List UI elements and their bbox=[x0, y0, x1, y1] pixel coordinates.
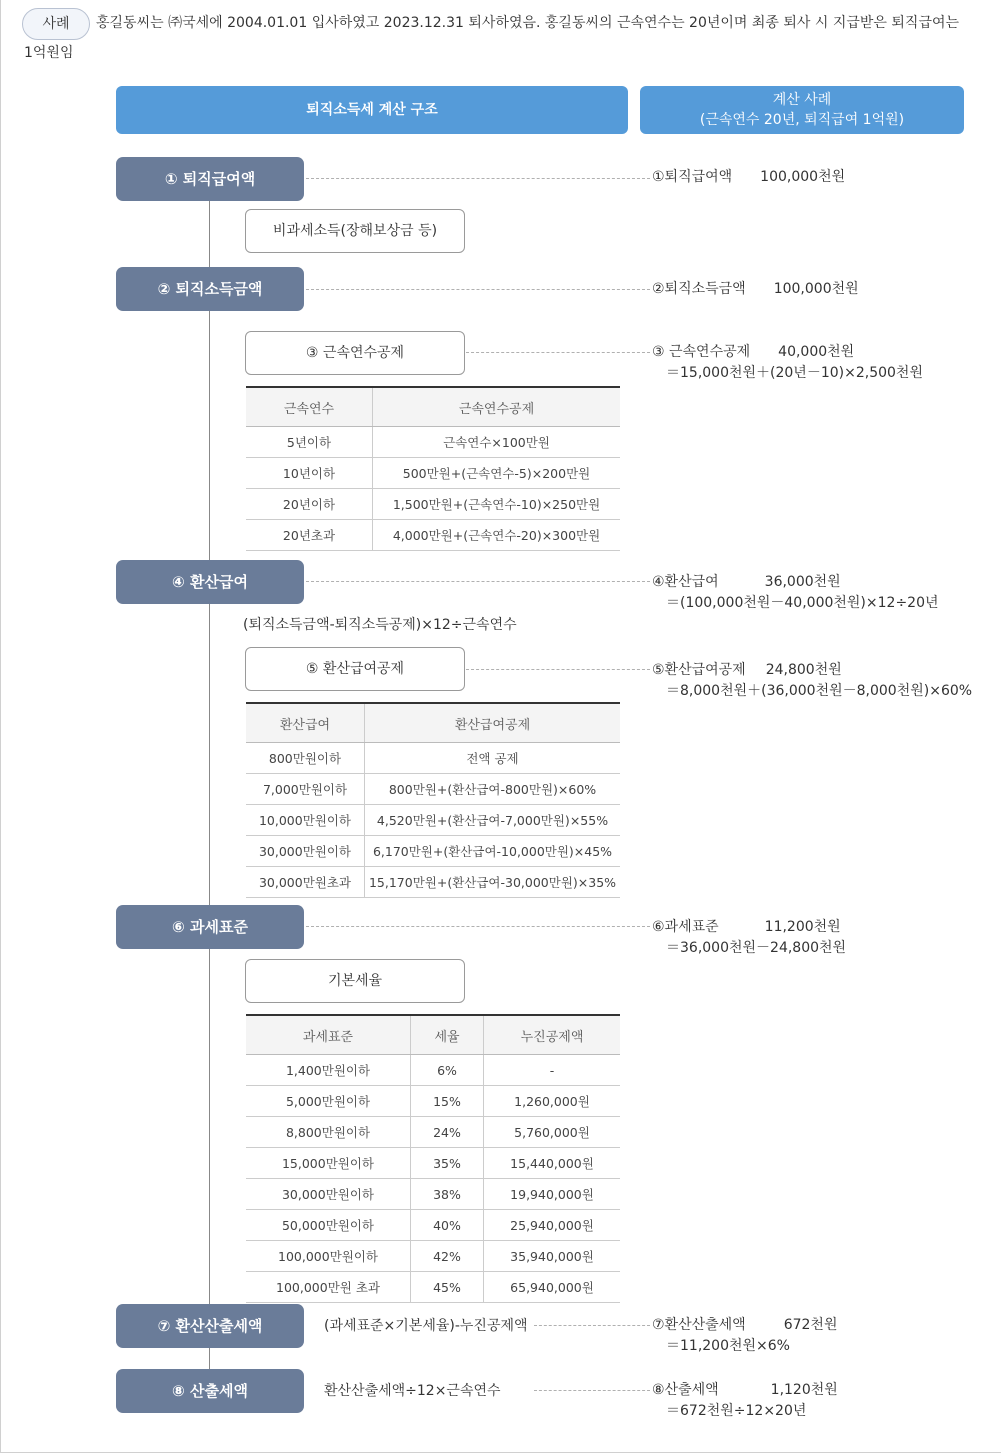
table-cell: 6% bbox=[411, 1055, 484, 1086]
example-description-cont: 1억원임 bbox=[24, 45, 74, 61]
dashed-connector bbox=[466, 669, 650, 670]
table-cell: 35,940,000원 bbox=[484, 1241, 621, 1272]
box-converted-pay-deduction: ⑤ 환산급여공제 bbox=[245, 647, 465, 691]
table-header-cell: 근속연수 bbox=[246, 387, 373, 427]
table-cell: 6,170만원+(환산급여-10,000만원)×45% bbox=[365, 836, 621, 867]
calc-tax-base bbox=[652, 917, 846, 959]
table-cell: 35% bbox=[411, 1148, 484, 1179]
table-row bbox=[246, 1179, 620, 1210]
dashed-connector bbox=[306, 926, 650, 927]
table-row bbox=[246, 743, 620, 774]
table-cell: 15,440,000원 bbox=[484, 1148, 621, 1179]
table-cell: 4,520만원+(환산급여-7,000만원)×55% bbox=[365, 805, 621, 836]
table-cell: 42% bbox=[411, 1241, 484, 1272]
table-cell: 100,000만원이하 bbox=[246, 1241, 411, 1272]
table-cell: 전액 공제 bbox=[365, 743, 621, 774]
table-row bbox=[246, 427, 620, 458]
table-cell: 15,170만원+(환산급여-30,000만원)×35% bbox=[365, 867, 621, 898]
table-cell: 19,940,000원 bbox=[484, 1179, 621, 1210]
calc-converted-computed-tax bbox=[652, 1315, 837, 1357]
table-cell: 5,760,000원 bbox=[484, 1117, 621, 1148]
calc-formula: ＝15,000천원＋(20년－10)×2,500천원 bbox=[666, 365, 923, 381]
table-cell: 20년초과 bbox=[246, 520, 373, 551]
calc-label: ⑦환산산출세액 bbox=[652, 1317, 746, 1333]
table-row bbox=[246, 867, 620, 898]
calc-formula: ＝(100,000천원－40,000천원)×12÷20년 bbox=[666, 595, 939, 611]
calc-formula: ＝36,000천원－24,800천원 bbox=[666, 940, 847, 956]
table-header-cell: 누진공제액 bbox=[484, 1015, 621, 1055]
dashed-connector bbox=[534, 1325, 650, 1326]
table-cell: 25,940,000원 bbox=[484, 1210, 621, 1241]
calc-label: ④환산급여 bbox=[652, 574, 719, 590]
step-computed-tax: ⑧ 산출세액 bbox=[116, 1369, 304, 1413]
dashed-connector bbox=[534, 1390, 650, 1391]
table-cell: 30,000만원초과 bbox=[246, 867, 365, 898]
example-header-subtitle: (근속연수 20년, 퇴직급여 1억원) bbox=[699, 112, 905, 128]
table-cell: 30,000만원이하 bbox=[246, 836, 365, 867]
table-row bbox=[246, 1241, 620, 1272]
table-converted-pay-deduction bbox=[246, 702, 620, 898]
dashed-connector bbox=[306, 178, 650, 179]
dashed-connector bbox=[306, 289, 650, 290]
box-nontaxable-income: 비과세소득(장해보상금 등) bbox=[245, 209, 465, 253]
structure-header: 퇴직소득세 계산 구조 bbox=[116, 86, 628, 134]
table-cell: 1,260,000원 bbox=[484, 1086, 621, 1117]
table-cell: 40% bbox=[411, 1210, 484, 1241]
calc-amount: 672천원 bbox=[783, 1317, 838, 1333]
table-cell: 45% bbox=[411, 1272, 484, 1303]
calc-computed-tax bbox=[652, 1380, 838, 1422]
table-cell: 100,000만원 초과 bbox=[246, 1272, 411, 1303]
calc-amount: 100,000천원 bbox=[760, 169, 846, 185]
table-row bbox=[246, 1148, 620, 1179]
example-description: 홍길동씨는 ㈜국세에 2004.01.01 입사하였고 2023.12.31 퇴사하였음. 홍길동씨의 근속연수는 20년이며 최종 퇴사 시 지급받은 퇴직급여는 bbox=[96, 15, 960, 31]
table-cell: 15% bbox=[411, 1086, 484, 1117]
calc-label: ⑧산출세액 bbox=[652, 1382, 719, 1398]
table-row bbox=[246, 489, 620, 520]
table-header-cell: 세율 bbox=[411, 1015, 484, 1055]
calc-label: ⑤환산급여공제 bbox=[652, 662, 746, 678]
table-row bbox=[246, 1272, 620, 1303]
formula-converted-computed-tax: (과세표준×기본세율)-누진공제액 bbox=[324, 1318, 528, 1334]
calc-converted-pay-deduction bbox=[652, 660, 972, 702]
formula-computed-tax: 환산산출세액÷12×근속연수 bbox=[324, 1383, 501, 1399]
calc-amount: 24,800천원 bbox=[765, 662, 842, 678]
calc-amount: 11,200천원 bbox=[764, 919, 841, 935]
calc-label: ②퇴직소득금액 bbox=[652, 281, 746, 297]
table-header-cell: 환산급여 bbox=[246, 703, 365, 743]
box-basic-tax-rate: 기본세율 bbox=[245, 959, 465, 1003]
table-cell: 8,800만원이하 bbox=[246, 1117, 411, 1148]
formula-converted-pay: (퇴직소득금액-퇴직소득공제)×12÷근속연수 bbox=[243, 617, 517, 633]
calc-converted-pay bbox=[652, 572, 939, 614]
calc-amount: 100,000천원 bbox=[773, 281, 859, 297]
table-row bbox=[246, 805, 620, 836]
table-header-cell: 근속연수공제 bbox=[373, 387, 621, 427]
calc-label: ③ 근속연수공제 bbox=[652, 344, 751, 360]
table-cell: 5,000만원이하 bbox=[246, 1086, 411, 1117]
calc-amount: 1,120천원 bbox=[770, 1382, 838, 1398]
calc-service-years-deduction bbox=[652, 342, 923, 384]
table-row bbox=[246, 520, 620, 551]
table-cell: - bbox=[484, 1055, 621, 1086]
table-cell: 20년이하 bbox=[246, 489, 373, 520]
table-cell: 800만원이하 bbox=[246, 743, 365, 774]
example-header-title: 계산 사례 bbox=[772, 92, 832, 108]
calc-retirement-income bbox=[652, 279, 859, 300]
table-cell: 7,000만원이하 bbox=[246, 774, 365, 805]
calc-label: ①퇴직급여액 bbox=[652, 169, 733, 185]
table-cell: 50,000만원이하 bbox=[246, 1210, 411, 1241]
table-cell: 5년이하 bbox=[246, 427, 373, 458]
table-cell: 65,940,000원 bbox=[484, 1272, 621, 1303]
calc-label: ⑥과세표준 bbox=[652, 919, 719, 935]
table-row bbox=[246, 1210, 620, 1241]
table-header-cell: 환산급여공제 bbox=[365, 703, 621, 743]
table-cell: 24% bbox=[411, 1117, 484, 1148]
step-retirement-pay: ① 퇴직급여액 bbox=[116, 157, 304, 201]
table-cell: 30,000만원이하 bbox=[246, 1179, 411, 1210]
example-header bbox=[640, 86, 964, 134]
table-row bbox=[246, 1086, 620, 1117]
calc-formula: ＝8,000천원＋(36,000천원－8,000천원)×60% bbox=[666, 683, 973, 699]
calc-amount: 36,000천원 bbox=[764, 574, 841, 590]
table-cell: 15,000만원이하 bbox=[246, 1148, 411, 1179]
table-row bbox=[246, 774, 620, 805]
table-cell: 근속연수×100만원 bbox=[373, 427, 621, 458]
table-row bbox=[246, 458, 620, 489]
table-cell: 1,500만원+(근속연수-10)×250만원 bbox=[373, 489, 621, 520]
table-cell: 10년이하 bbox=[246, 458, 373, 489]
dashed-connector bbox=[306, 581, 650, 582]
table-row bbox=[246, 1055, 620, 1086]
table-row bbox=[246, 1117, 620, 1148]
flow-connector-line bbox=[209, 200, 210, 1370]
dashed-connector bbox=[466, 352, 650, 353]
table-service-years-deduction bbox=[246, 386, 620, 551]
table-header-cell: 과세표준 bbox=[246, 1015, 411, 1055]
example-badge: 사례 bbox=[22, 8, 90, 40]
table-cell: 4,000만원+(근속연수-20)×300만원 bbox=[373, 520, 621, 551]
table-cell: 38% bbox=[411, 1179, 484, 1210]
table-cell: 500만원+(근속연수-5)×200만원 bbox=[373, 458, 621, 489]
table-cell: 10,000만원이하 bbox=[246, 805, 365, 836]
step-tax-base: ⑥ 과세표준 bbox=[116, 905, 304, 949]
table-basic-tax-rate bbox=[246, 1014, 620, 1303]
calc-formula: ＝11,200천원×6% bbox=[666, 1338, 790, 1354]
table-cell: 800만원+(환산급여-800만원)×60% bbox=[365, 774, 621, 805]
table-cell: 1,400만원이하 bbox=[246, 1055, 411, 1086]
step-converted-computed-tax: ⑦ 환산산출세액 bbox=[116, 1304, 304, 1348]
box-service-years-deduction: ③ 근속연수공제 bbox=[245, 331, 465, 375]
table-row bbox=[246, 836, 620, 867]
calc-retirement-pay bbox=[652, 167, 845, 188]
calc-amount: 40,000천원 bbox=[778, 344, 855, 360]
step-converted-pay: ④ 환산급여 bbox=[116, 560, 304, 604]
step-retirement-income: ② 퇴직소득금액 bbox=[116, 267, 304, 311]
calc-formula: ＝672천원÷12×20년 bbox=[666, 1403, 807, 1419]
